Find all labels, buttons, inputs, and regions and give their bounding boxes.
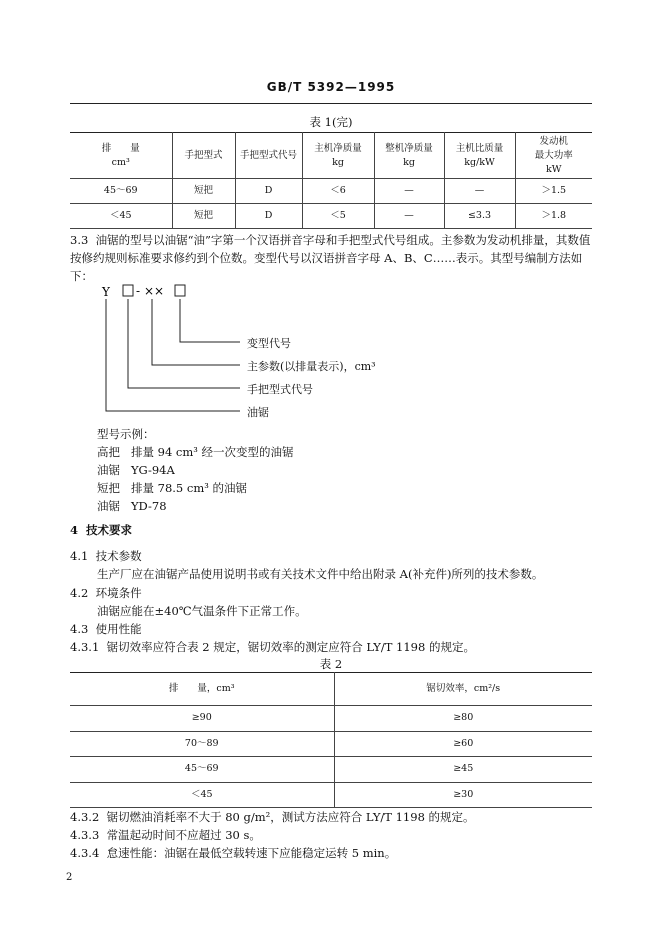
section-3-3 — [70, 231, 592, 285]
leader-main-param — [152, 299, 240, 365]
table-cell: D — [235, 179, 302, 204]
table2-header-efficiency: 锯切效率，cm²/s — [334, 673, 592, 706]
table-cell: ＜45 — [70, 782, 334, 808]
section-text: 油锯的型号以油锯“油”字第一个汉语拼音字母和手把型式代号组成。主参数为发动机排量，其数值按修约规则标准要求修约到个位数。变型代号以汉语拼音字母 A、B、C……表示。其型号编制方法如下： — [70, 233, 591, 283]
table-row — [70, 179, 592, 204]
section-4-2-heading: 4.2 环境条件 — [70, 586, 142, 600]
table2-caption: 表 2 — [319, 657, 343, 671]
table-cell: 短把 — [172, 204, 235, 229]
leader-handle-code — [128, 299, 240, 388]
section-4-3-1: 4.3.1 锯切效率应符合表 2 规定，锯切效率的测定应符合 LY/T 1198 的规定。 — [70, 640, 475, 654]
table-cell: ＞1.5 — [515, 179, 592, 204]
example-line: 油锯 YD-78 — [97, 499, 167, 513]
section-4-3-heading: 4.3 使用性能 — [70, 622, 142, 636]
table-row — [70, 204, 592, 229]
section-4-1-text: 生产厂应在油锯产品使用说明书或有关技术文件中给出附录 A(补充件)所列的技术参数。 — [97, 567, 544, 581]
section-4-1-heading: 4.1 技术参数 — [70, 549, 142, 563]
standard-number: GB/T 5392—1995 — [266, 80, 396, 94]
leader-variant — [180, 299, 240, 342]
table-cell: ＜5 — [302, 204, 374, 229]
section-4-2-text: 油锯应能在±40℃气温条件下正常工作。 — [97, 604, 307, 618]
header-rule — [70, 103, 592, 104]
table1-header-row — [70, 133, 592, 179]
table1-caption: 表 1(完) — [309, 115, 353, 129]
diagram-label-chainsaw: 油锯 — [247, 406, 269, 419]
example-line: 高把 排量 94 cm³ 经一次变型的油锯 — [97, 445, 294, 459]
table-row — [70, 782, 592, 808]
diagram-label-main-param: 主参数(以排量表示)，cm³ — [247, 360, 376, 373]
table1-header-main-mass: 主机净质量 kg — [302, 133, 374, 179]
diagram-label-variant: 变型代号 — [247, 337, 291, 350]
table1-header-handle-type: 手把型式 — [172, 133, 235, 179]
table1-header-handle-code: 手把型式代号 — [235, 133, 302, 179]
table-cell: — — [374, 204, 444, 229]
table-cell: ≥45 — [334, 757, 592, 783]
section-4-3-3: 4.3.3 常温起动时间不应超过 30 s。 — [70, 828, 261, 842]
code-xx: ×× — [144, 284, 165, 298]
table-cell: ＞1.8 — [515, 204, 592, 229]
table-cell: 70～89 — [70, 731, 334, 757]
code-dash: - — [136, 284, 141, 298]
table-cell: ≥30 — [334, 782, 592, 808]
variant-code-box — [175, 285, 185, 296]
table-cell: D — [235, 204, 302, 229]
table-cell: — — [374, 179, 444, 204]
table-row — [70, 731, 592, 757]
table-cell: ≥80 — [334, 706, 592, 732]
table-cell: ≤3.3 — [444, 204, 515, 229]
section-4-3-4: 4.3.4 怠速性能：油锯在最低空载转速下应能稳定运转 5 min。 — [70, 846, 397, 860]
table1 — [70, 132, 592, 229]
table2-header-displacement: 排 量，cm³ — [70, 673, 334, 706]
table-cell: ＜6 — [302, 179, 374, 204]
table1-header-specific-mass: 主机比质量 kg/kW — [444, 133, 515, 179]
table1-header-total-mass: 整机净质量 kg — [374, 133, 444, 179]
table-cell: — — [444, 179, 515, 204]
example-line: 油锯 YG-94A — [97, 463, 175, 477]
diagram-label-handle-code: 手把型式代号 — [247, 383, 313, 396]
table1-header-displacement: 排 量 cm³ — [70, 133, 172, 179]
page-number: 2 — [66, 872, 73, 883]
code-letter-y: Y — [102, 285, 110, 299]
examples-title: 型号示例： — [97, 427, 155, 441]
handle-code-box — [123, 285, 133, 296]
example-line: 短把 排量 78.5 cm³ 的油锯 — [97, 481, 247, 495]
table-cell: ＜45 — [70, 204, 172, 229]
table-cell: 45～69 — [70, 757, 334, 783]
section-4-3-2: 4.3.2 锯切燃油消耗率不大于 80 g/m²，测试方法应符合 LY/T 1198 的规定。 — [70, 810, 475, 824]
table1-header-max-power: 发动机 最大功率 kW — [515, 133, 592, 179]
section-4-heading: 4 技术要求 — [70, 523, 133, 537]
table-row — [70, 706, 592, 732]
section-number: 3.3 — [70, 233, 89, 247]
table-cell: 45～69 — [70, 179, 172, 204]
leader-chainsaw — [106, 299, 240, 411]
table2 — [70, 672, 592, 808]
table-cell: ≥60 — [334, 731, 592, 757]
table2-header-row — [70, 673, 592, 706]
table-cell: ≥90 — [70, 706, 334, 732]
table-row — [70, 757, 592, 783]
table-cell: 短把 — [172, 179, 235, 204]
model-code-diagram — [70, 282, 370, 422]
